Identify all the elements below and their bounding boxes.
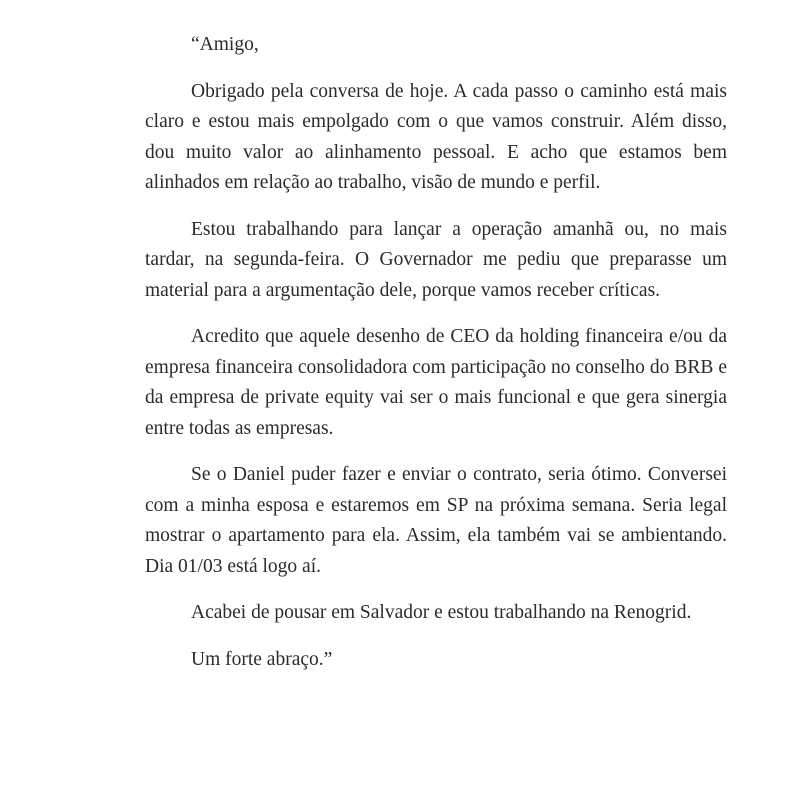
letter-paragraph-2: Estou trabalhando para lançar a operação amanhã ou, no mais tardar, na segunda-feira. O Governador me pediu que preparasse um material para a argumentação dele, porque vamos receber críticas. — [145, 218, 727, 301]
letter-salutation: “Amigo, — [191, 34, 259, 55]
letter-closing: Um forte abraço.” — [191, 648, 333, 670]
letter-paragraph-5: Acabei de pousar em Salvador e estou trabalhando na Renogrid. — [191, 602, 692, 623]
letter-paragraph-3: Acredito que aquele desenho de CEO da holding financeira e/ou da empresa financeira consolidadora com participação no conselho do BRB e da empresa de private equity vai ser o mais funcional e que gera sinergia entre todas as empresas. — [145, 326, 727, 439]
letter-body — [145, 30, 727, 675]
letter-paragraph-1: Obrigado pela conversa de hoje. A cada passo o caminho está mais claro e estou mais empolgado com o que vamos construir. Além disso, dou muito valor ao alinhamento pessoal. E acho que estamos bem alinhados em relação ao trabalho, visão de mundo e perfil. — [145, 80, 727, 193]
letter-paragraph-4: Se o Daniel puder fazer e enviar o contrato, seria ótimo. Conversei com a minha esposa e estaremos em SP na próxima semana. Seria legal mostrar o apartamento para ela. Assim, ela também vai se ambientando. Dia 01/03 está logo aí. — [145, 464, 727, 577]
